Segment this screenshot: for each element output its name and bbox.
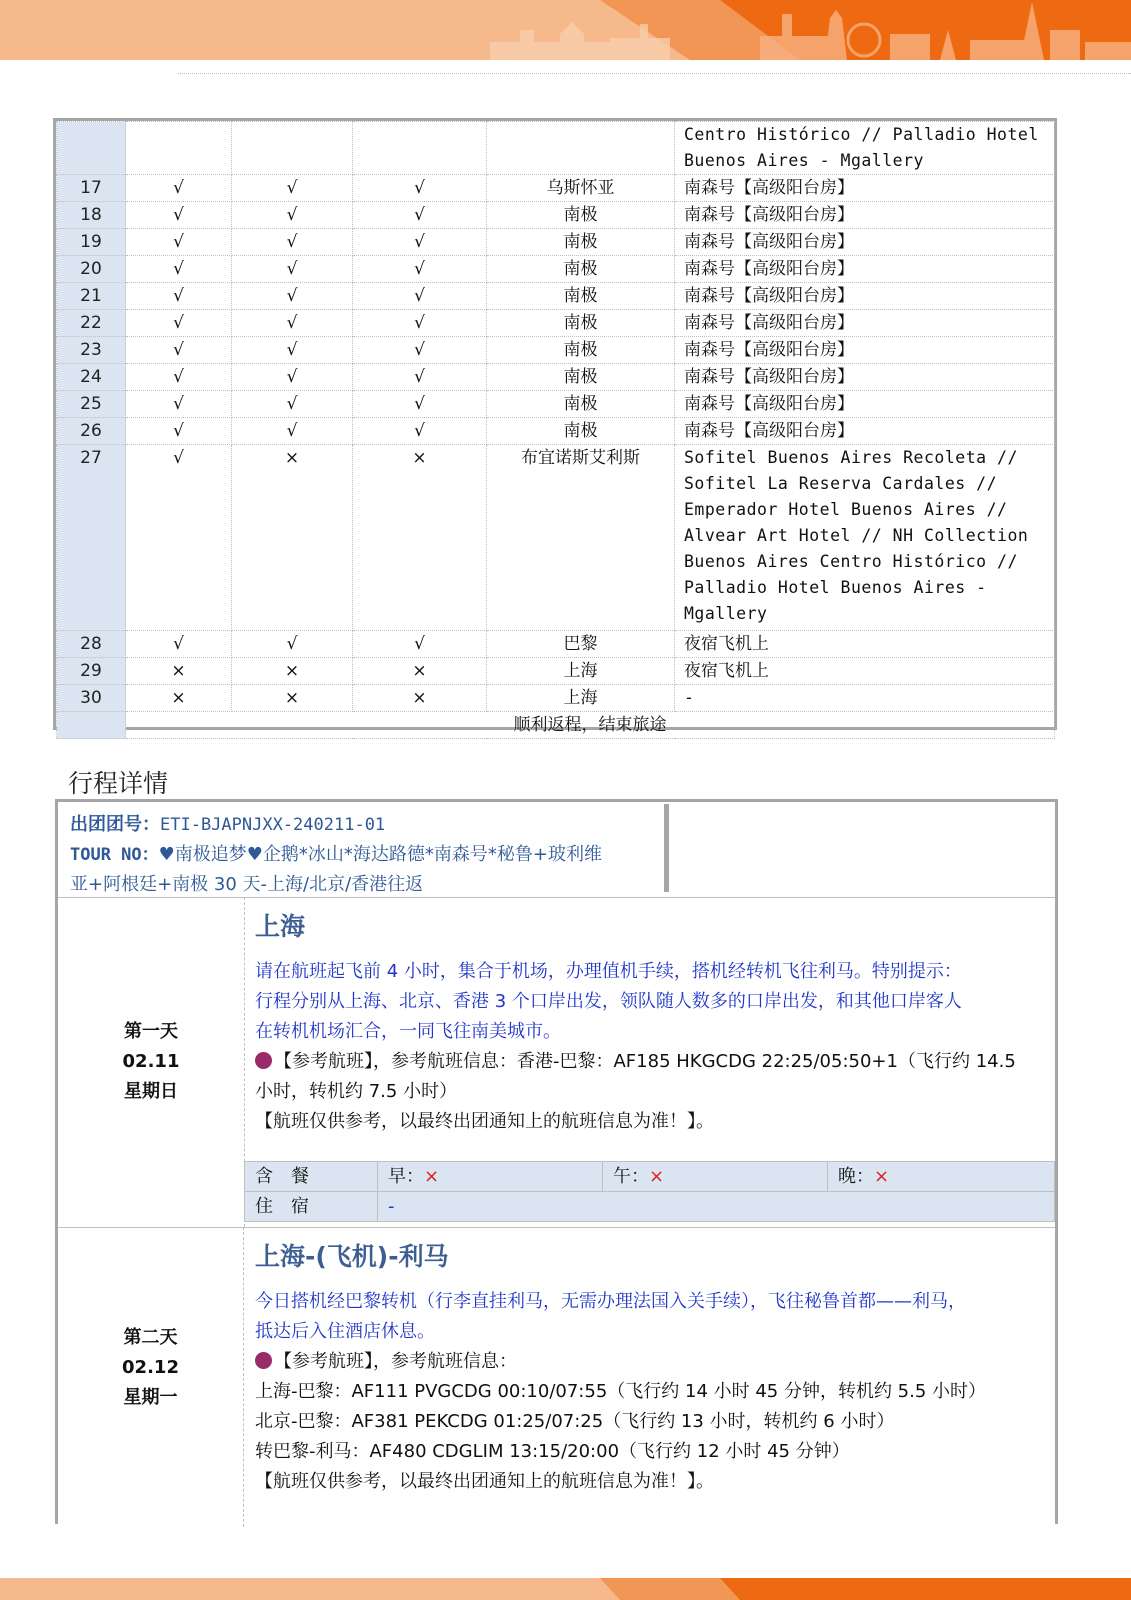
table-row xyxy=(57,256,1055,283)
flight-line: 上海-巴黎：AF111 PVGCDG 00:10/07:55（飞行约 14 小时 45 分钟，转机约 5.5 小时） xyxy=(255,1381,987,1402)
table-row xyxy=(57,175,1055,202)
city-cell: 乌斯怀亚 xyxy=(487,175,675,202)
table-row xyxy=(57,337,1055,364)
schedule-grid xyxy=(56,121,1055,739)
breakfast-cell: √ xyxy=(126,418,232,445)
lunch-label: 午： xyxy=(613,1166,649,1187)
meals-stay-table xyxy=(244,1161,1055,1223)
city-cell: 南极 xyxy=(487,337,675,364)
dinner-cell: × xyxy=(353,445,487,631)
lunch-cell xyxy=(232,122,353,175)
hotel-cell xyxy=(675,445,1055,631)
city-cell: 巴黎 xyxy=(487,631,675,658)
dinner-cell: √ xyxy=(353,229,487,256)
hotel-line: 南森号【高级阳台房】 xyxy=(684,286,854,306)
day-cell: 21 xyxy=(57,283,126,310)
lunch-value: × xyxy=(649,1166,665,1187)
breakfast-cell: √ xyxy=(126,364,232,391)
city-cell: 南极 xyxy=(487,364,675,391)
day-content xyxy=(255,897,1045,1137)
table-row xyxy=(57,202,1055,229)
hotel-line: Centro Histórico // Palladio Hotel xyxy=(684,125,1039,144)
breakfast-cell: √ xyxy=(126,283,232,310)
breakfast-cell: √ xyxy=(126,631,232,658)
breakfast-label: 早： xyxy=(388,1166,424,1187)
day-label: 第二天 xyxy=(123,1327,178,1348)
dinner-cell: √ xyxy=(353,364,487,391)
day-cell: 29 xyxy=(57,658,126,685)
day-date: 02.11 xyxy=(122,1051,180,1072)
lunch-cell: √ xyxy=(232,364,353,391)
hotel-cell xyxy=(675,122,1055,175)
day-cell: 28 xyxy=(57,631,126,658)
tour-no-label: TOUR NO： xyxy=(70,845,159,865)
hotel-line: 南森号【高级阳台房】 xyxy=(684,259,854,279)
city-cell: 南极 xyxy=(487,256,675,283)
hotel-line: Palladio Hotel Buenos Aires - xyxy=(684,578,987,597)
dinner-cell xyxy=(353,122,487,175)
breakfast-cell: √ xyxy=(126,175,232,202)
hotel-cell xyxy=(675,175,1055,202)
table-row xyxy=(57,658,1055,685)
lunch-cell: √ xyxy=(232,283,353,310)
page-footer-band xyxy=(0,1578,1131,1600)
day-cell xyxy=(57,122,126,175)
lunch-cell: √ xyxy=(232,418,353,445)
day-date: 02.12 xyxy=(122,1357,179,1378)
dinner-label: 晚： xyxy=(838,1166,874,1187)
breakfast-cell: √ xyxy=(126,391,232,418)
day-cell: 26 xyxy=(57,418,126,445)
page-header-band xyxy=(0,0,1131,60)
hotel-cell xyxy=(675,631,1055,658)
dinner-cell: × xyxy=(353,685,487,712)
city-cell: 南极 xyxy=(487,418,675,445)
breakfast-cell: √ xyxy=(126,256,232,283)
hotel-cell xyxy=(675,256,1055,283)
day-weekday: 星期一 xyxy=(123,1387,178,1408)
hotel-cell xyxy=(675,685,1055,712)
breakfast-value: × xyxy=(424,1166,440,1187)
table-row xyxy=(57,631,1055,658)
day-cell: 22 xyxy=(57,310,126,337)
hotel-line: Sofitel Buenos Aires Recoleta // xyxy=(684,448,1018,467)
hotel-line: Sofitel La Reserva Cardales // xyxy=(684,474,998,493)
hotel-cell xyxy=(675,202,1055,229)
lunch-cell: √ xyxy=(232,310,353,337)
hotel-cell xyxy=(675,337,1055,364)
city-cell: 上海 xyxy=(487,658,675,685)
flight-note: 【航班仅供参考，以最终出团通知上的航班信息为准！】。 xyxy=(255,1471,714,1492)
dinner-cell: √ xyxy=(353,202,487,229)
day-cell: 20 xyxy=(57,256,126,283)
header-skyline-graphic xyxy=(0,0,1131,60)
day-cell: 19 xyxy=(57,229,126,256)
lunch-cell: √ xyxy=(232,229,353,256)
table-row xyxy=(57,229,1055,256)
flight-info xyxy=(255,1347,1045,1377)
flight-line: 北京-巴黎：AF381 PEKCDG 01:25/07:25（飞行约 13 小时，转机约 6 小时） xyxy=(255,1411,895,1432)
hotel-line: 夜宿飞机上 xyxy=(684,661,769,682)
day-cell: 25 xyxy=(57,391,126,418)
day-content xyxy=(255,1227,1045,1497)
city-cell: 南极 xyxy=(487,202,675,229)
lunch-cell xyxy=(602,1161,828,1192)
day-description xyxy=(255,957,1045,1047)
city-cell: 南极 xyxy=(487,391,675,418)
day-description xyxy=(255,1287,1045,1347)
breakfast-cell: √ xyxy=(126,202,232,229)
hotel-cell xyxy=(675,658,1055,685)
table-row xyxy=(57,391,1055,418)
day-cell: 18 xyxy=(57,202,126,229)
table-row xyxy=(57,685,1055,712)
section-title: 行程详情 xyxy=(68,769,169,798)
breakfast-cell: × xyxy=(126,658,232,685)
hotel-cell xyxy=(675,364,1055,391)
city-cell: 南极 xyxy=(487,310,675,337)
group-number-label: 出团团号： xyxy=(70,814,160,835)
group-number-value: ETI-BJAPNJXX-240211-01 xyxy=(160,815,386,835)
dinner-cell: √ xyxy=(353,283,487,310)
hotel-line: 南森号【高级阳台房】 xyxy=(684,205,854,225)
breakfast-cell: √ xyxy=(126,310,232,337)
day-cell: 27 xyxy=(57,445,126,631)
breakfast-cell xyxy=(377,1161,603,1192)
day-label-column xyxy=(58,1227,244,1527)
header-divider xyxy=(178,73,1131,74)
city-cell: 布宜诺斯艾利斯 xyxy=(487,445,675,631)
day-cell: 30 xyxy=(57,685,126,712)
dinner-cell: √ xyxy=(353,337,487,364)
hotel-cell xyxy=(675,283,1055,310)
hotel-line: 南森号【高级阳台房】 xyxy=(684,421,854,441)
bullet-icon xyxy=(255,1052,272,1069)
lunch-cell: √ xyxy=(232,175,353,202)
day-cell: 23 xyxy=(57,337,126,364)
stay-label: 住 宿 xyxy=(244,1191,378,1222)
tour-info xyxy=(62,804,669,895)
breakfast-cell: √ xyxy=(126,337,232,364)
hotel-line: 南森号【高级阳台房】 xyxy=(684,394,854,414)
lunch-cell: × xyxy=(232,445,353,631)
hotel-line: Buenos Aires Centro Histórico // xyxy=(684,552,1018,571)
hotel-line: 南森号【高级阳台房】 xyxy=(684,232,854,252)
return-note: 顺利返程，结束旅途 xyxy=(126,712,1055,739)
dinner-cell: × xyxy=(353,658,487,685)
city-cell: 南极 xyxy=(487,229,675,256)
day-cell xyxy=(57,712,126,739)
flight-note: 【航班仅供参考，以最终出团通知上的航班信息为准！】。 xyxy=(255,1111,714,1132)
city-cell: 上海 xyxy=(487,685,675,712)
day-weekday: 星期日 xyxy=(124,1081,178,1102)
breakfast-cell: √ xyxy=(126,229,232,256)
hotel-cell xyxy=(675,418,1055,445)
hotel-line: 南森号【高级阳台房】 xyxy=(684,178,854,198)
group-number xyxy=(70,810,656,840)
table-row xyxy=(57,712,1055,739)
description-line: 抵达后入住酒店休息。 xyxy=(255,1321,435,1342)
flight-line: 【参考航班】，参考航班信息： xyxy=(274,1351,517,1372)
dinner-value: × xyxy=(874,1166,890,1187)
tour-header xyxy=(58,802,1055,898)
dinner-cell: √ xyxy=(353,418,487,445)
meals-label: 含 餐 xyxy=(244,1161,378,1192)
description-line: 行程分别从上海、北京、香港 3 个口岸出发，领队随人数多的口岸出发，和其他口岸客人 xyxy=(255,991,962,1012)
tour-name-line1: ♥南极追梦♥企鹅*冰山*海达路德*南森号*秘鲁+玻利维 xyxy=(158,844,603,865)
day-label-column xyxy=(58,897,245,1227)
breakfast-cell: √ xyxy=(126,445,232,631)
hotel-line: Mgallery xyxy=(684,604,768,623)
hotel-cell xyxy=(675,391,1055,418)
hotel-line: Alvear Art Hotel // NH Collection xyxy=(684,526,1029,545)
table-row xyxy=(57,364,1055,391)
hotel-line: 南森号【高级阳台房】 xyxy=(684,313,854,333)
bullet-icon xyxy=(255,1352,272,1369)
hotel-line: 夜宿飞机上 xyxy=(684,634,769,655)
hotel-cell xyxy=(675,310,1055,337)
footer-graphic xyxy=(0,1578,1131,1600)
lunch-cell: √ xyxy=(232,391,353,418)
dinner-cell: √ xyxy=(353,310,487,337)
stay-value: - xyxy=(377,1191,1055,1222)
hotel-line: Buenos Aires - Mgallery xyxy=(684,151,924,170)
breakfast-cell xyxy=(126,122,232,175)
table-row xyxy=(57,283,1055,310)
description-line: 请在航班起飞前 4 小时，集合于机场，办理值机手续，搭机经转机飞往利马。特别提示： xyxy=(255,961,962,982)
table-row xyxy=(57,122,1055,175)
day-title: 上海-(飞机)-利马 xyxy=(255,1242,449,1271)
lunch-cell: × xyxy=(232,685,353,712)
tour-name-line2: 亚+阿根廷+南极 30 天-上海/北京/香港往返 xyxy=(70,874,424,895)
hotel-line: - xyxy=(684,688,695,708)
description-line: 今日搭机经巴黎转机（行李直挂利马，无需办理法国入关手续），飞往秘鲁首都——利马， xyxy=(255,1291,966,1312)
table-row xyxy=(57,418,1055,445)
flight-info xyxy=(255,1047,1045,1077)
flight-line: 【参考航班】，参考航班信息：香港-巴黎：AF185 HKGCDG 22:25/05:50+1（飞行约 14.5 xyxy=(274,1051,1016,1072)
hotel-line: 南森号【高级阳台房】 xyxy=(684,367,854,387)
day-cell: 17 xyxy=(57,175,126,202)
dinner-cell: √ xyxy=(353,631,487,658)
lunch-cell: √ xyxy=(232,202,353,229)
hotel-line: 南森号【高级阳台房】 xyxy=(684,340,854,360)
tour-no xyxy=(70,840,656,870)
dinner-cell: √ xyxy=(353,391,487,418)
flight-line: 转巴黎-利马：AF480 CDGLIM 13:15/20:00（飞行约 12 小时 45 分钟） xyxy=(255,1441,850,1462)
day-label: 第一天 xyxy=(124,1021,178,1042)
hotel-cell xyxy=(675,229,1055,256)
city-cell xyxy=(487,122,675,175)
day-cell: 24 xyxy=(57,364,126,391)
lunch-cell: √ xyxy=(232,631,353,658)
day-title: 上海 xyxy=(255,912,306,941)
day-block-2 xyxy=(58,1227,1055,1527)
itinerary-detail xyxy=(55,799,1058,1524)
breakfast-cell: × xyxy=(126,685,232,712)
dinner-cell: √ xyxy=(353,256,487,283)
dinner-cell xyxy=(827,1161,1055,1192)
city-cell: 南极 xyxy=(487,283,675,310)
schedule-table xyxy=(53,118,1057,736)
lunch-cell: × xyxy=(232,658,353,685)
day-block-1 xyxy=(58,897,1055,1228)
hotel-line: Emperador Hotel Buenos Aires // xyxy=(684,500,1008,519)
description-line: 在转机机场汇合，一同飞往南美城市。 xyxy=(255,1021,561,1042)
table-row xyxy=(57,310,1055,337)
flight-line: 小时，转机约 7.5 小时） xyxy=(255,1081,458,1102)
lunch-cell: √ xyxy=(232,256,353,283)
dinner-cell: √ xyxy=(353,175,487,202)
table-row xyxy=(57,445,1055,631)
lunch-cell: √ xyxy=(232,337,353,364)
